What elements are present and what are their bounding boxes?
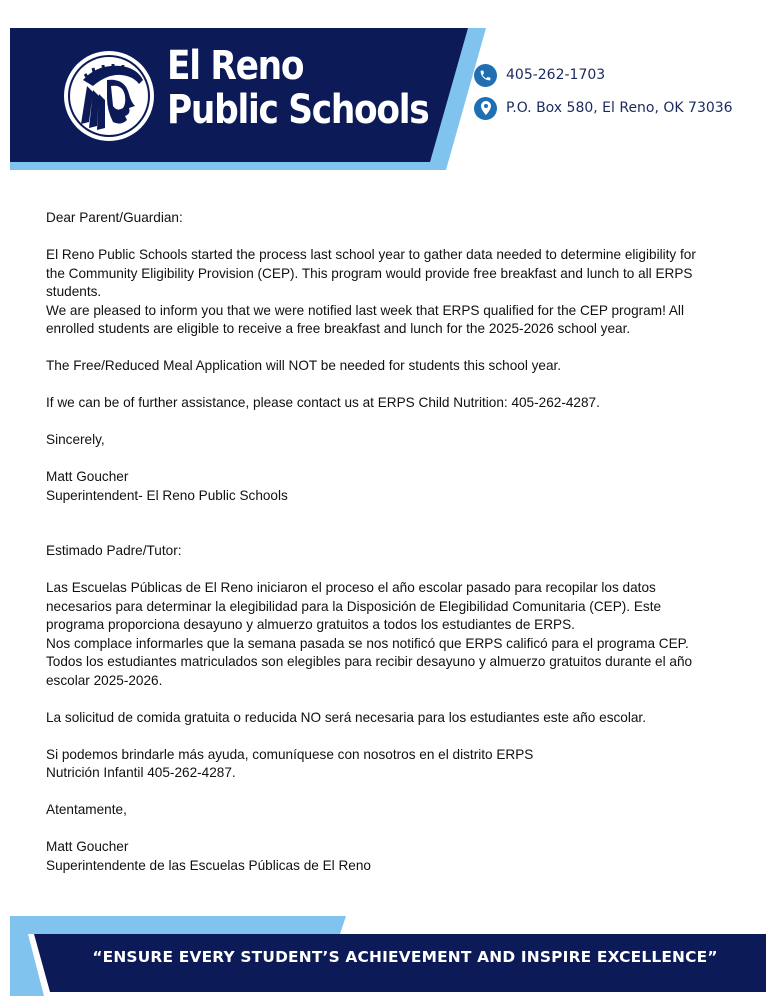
contact-phone: [474, 63, 605, 87]
paragraph-line: We are pleased to inform you that we were notified last week that ERPS qualified for the CEP program! All: [46, 302, 684, 318]
greeting-es: Estimado Padre/Tutor:: [46, 543, 182, 558]
phone-number: 405-262-1703: [506, 67, 606, 83]
meal-application-note-en: The Free/Reduced Meal Application will NOT be needed for students this school year.: [46, 358, 562, 373]
meal-application-note-es: La solicitud de comida gratuita o reducida NO será necesaria para los estudiantes este año escolar.: [46, 709, 646, 725]
paragraph-line: Todos los estudiantes matriculados son elegibles para recibir desayuno y almuerzo gratuitos durante el año: [46, 654, 693, 669]
closing-en: Sincerely,: [46, 432, 105, 447]
signer-title-en: Superintendent- El Reno Public Schools: [46, 487, 288, 503]
mailing-address: P.O. Box 580, El Reno, OK 73036: [506, 100, 733, 116]
paragraph-line: escolar 2025-2026.: [46, 672, 163, 688]
school-mascot-logo-icon: [63, 50, 155, 142]
paragraph-line: students.: [46, 284, 102, 299]
paragraph-line: enrolled students are eligible to receive a free breakfast and lunch for the 2025-2026 school year.: [46, 321, 631, 336]
paragraph-line: Nutrición Infantil 405-262-4287.: [46, 765, 236, 780]
paragraph-line: El Reno Public Schools started the process last school year to gather data needed to determine eligibility for: [46, 247, 696, 262]
paragraph-line: necesarios para determinar la elegibilidad para la Disposición de Elegibilidad Comunitaria (CEP). Este: [46, 598, 662, 614]
school-name-line2: Public Schools: [167, 87, 429, 133]
paragraph-line: Las Escuelas Públicas de El Reno iniciaron el proceso el año escolar pasado para recopilar los datos: [46, 580, 656, 595]
signer-name-es: Matt Goucher: [46, 839, 129, 854]
contact-note-en: If we can be of further assistance, please contact us at ERPS Child Nutrition: 405-262-4287.: [46, 395, 600, 410]
contact-address: [474, 96, 733, 120]
paragraph-line: programa proporciona desayuno y almuerzo gratuitos a todos los estudiantes de ERPS.: [46, 617, 575, 632]
letter-body: [46, 209, 736, 875]
signer-title-es: Superintendente de las Escuelas Públicas de El Reno: [46, 857, 371, 873]
location-pin-icon: [474, 97, 497, 120]
footer-slogan: “ENSURE EVERY STUDENT’S ACHIEVEMENT AND INSPIRE EXCELLENCE”: [92, 948, 718, 966]
closing-es: Atentamente,: [46, 802, 127, 817]
signer-name-en: Matt Goucher: [46, 469, 129, 484]
school-name-line1: El Reno: [167, 43, 304, 89]
phone-icon: [474, 64, 497, 87]
school-name: [167, 44, 428, 132]
greeting-en: Dear Parent/Guardian:: [46, 210, 183, 225]
paragraph-line: Nos complace informarles que la semana pasada se nos notificó que ERPS calificó para el programa CEP.: [46, 635, 689, 651]
paragraph-line: the Community Eligibility Provision (CEP). This program would provide free breakfast and lunch to all ERPS: [46, 265, 693, 281]
paragraph-line: Si podemos brindarle más ayuda, comuníquese con nosotros en el distrito ERPS: [46, 746, 534, 762]
